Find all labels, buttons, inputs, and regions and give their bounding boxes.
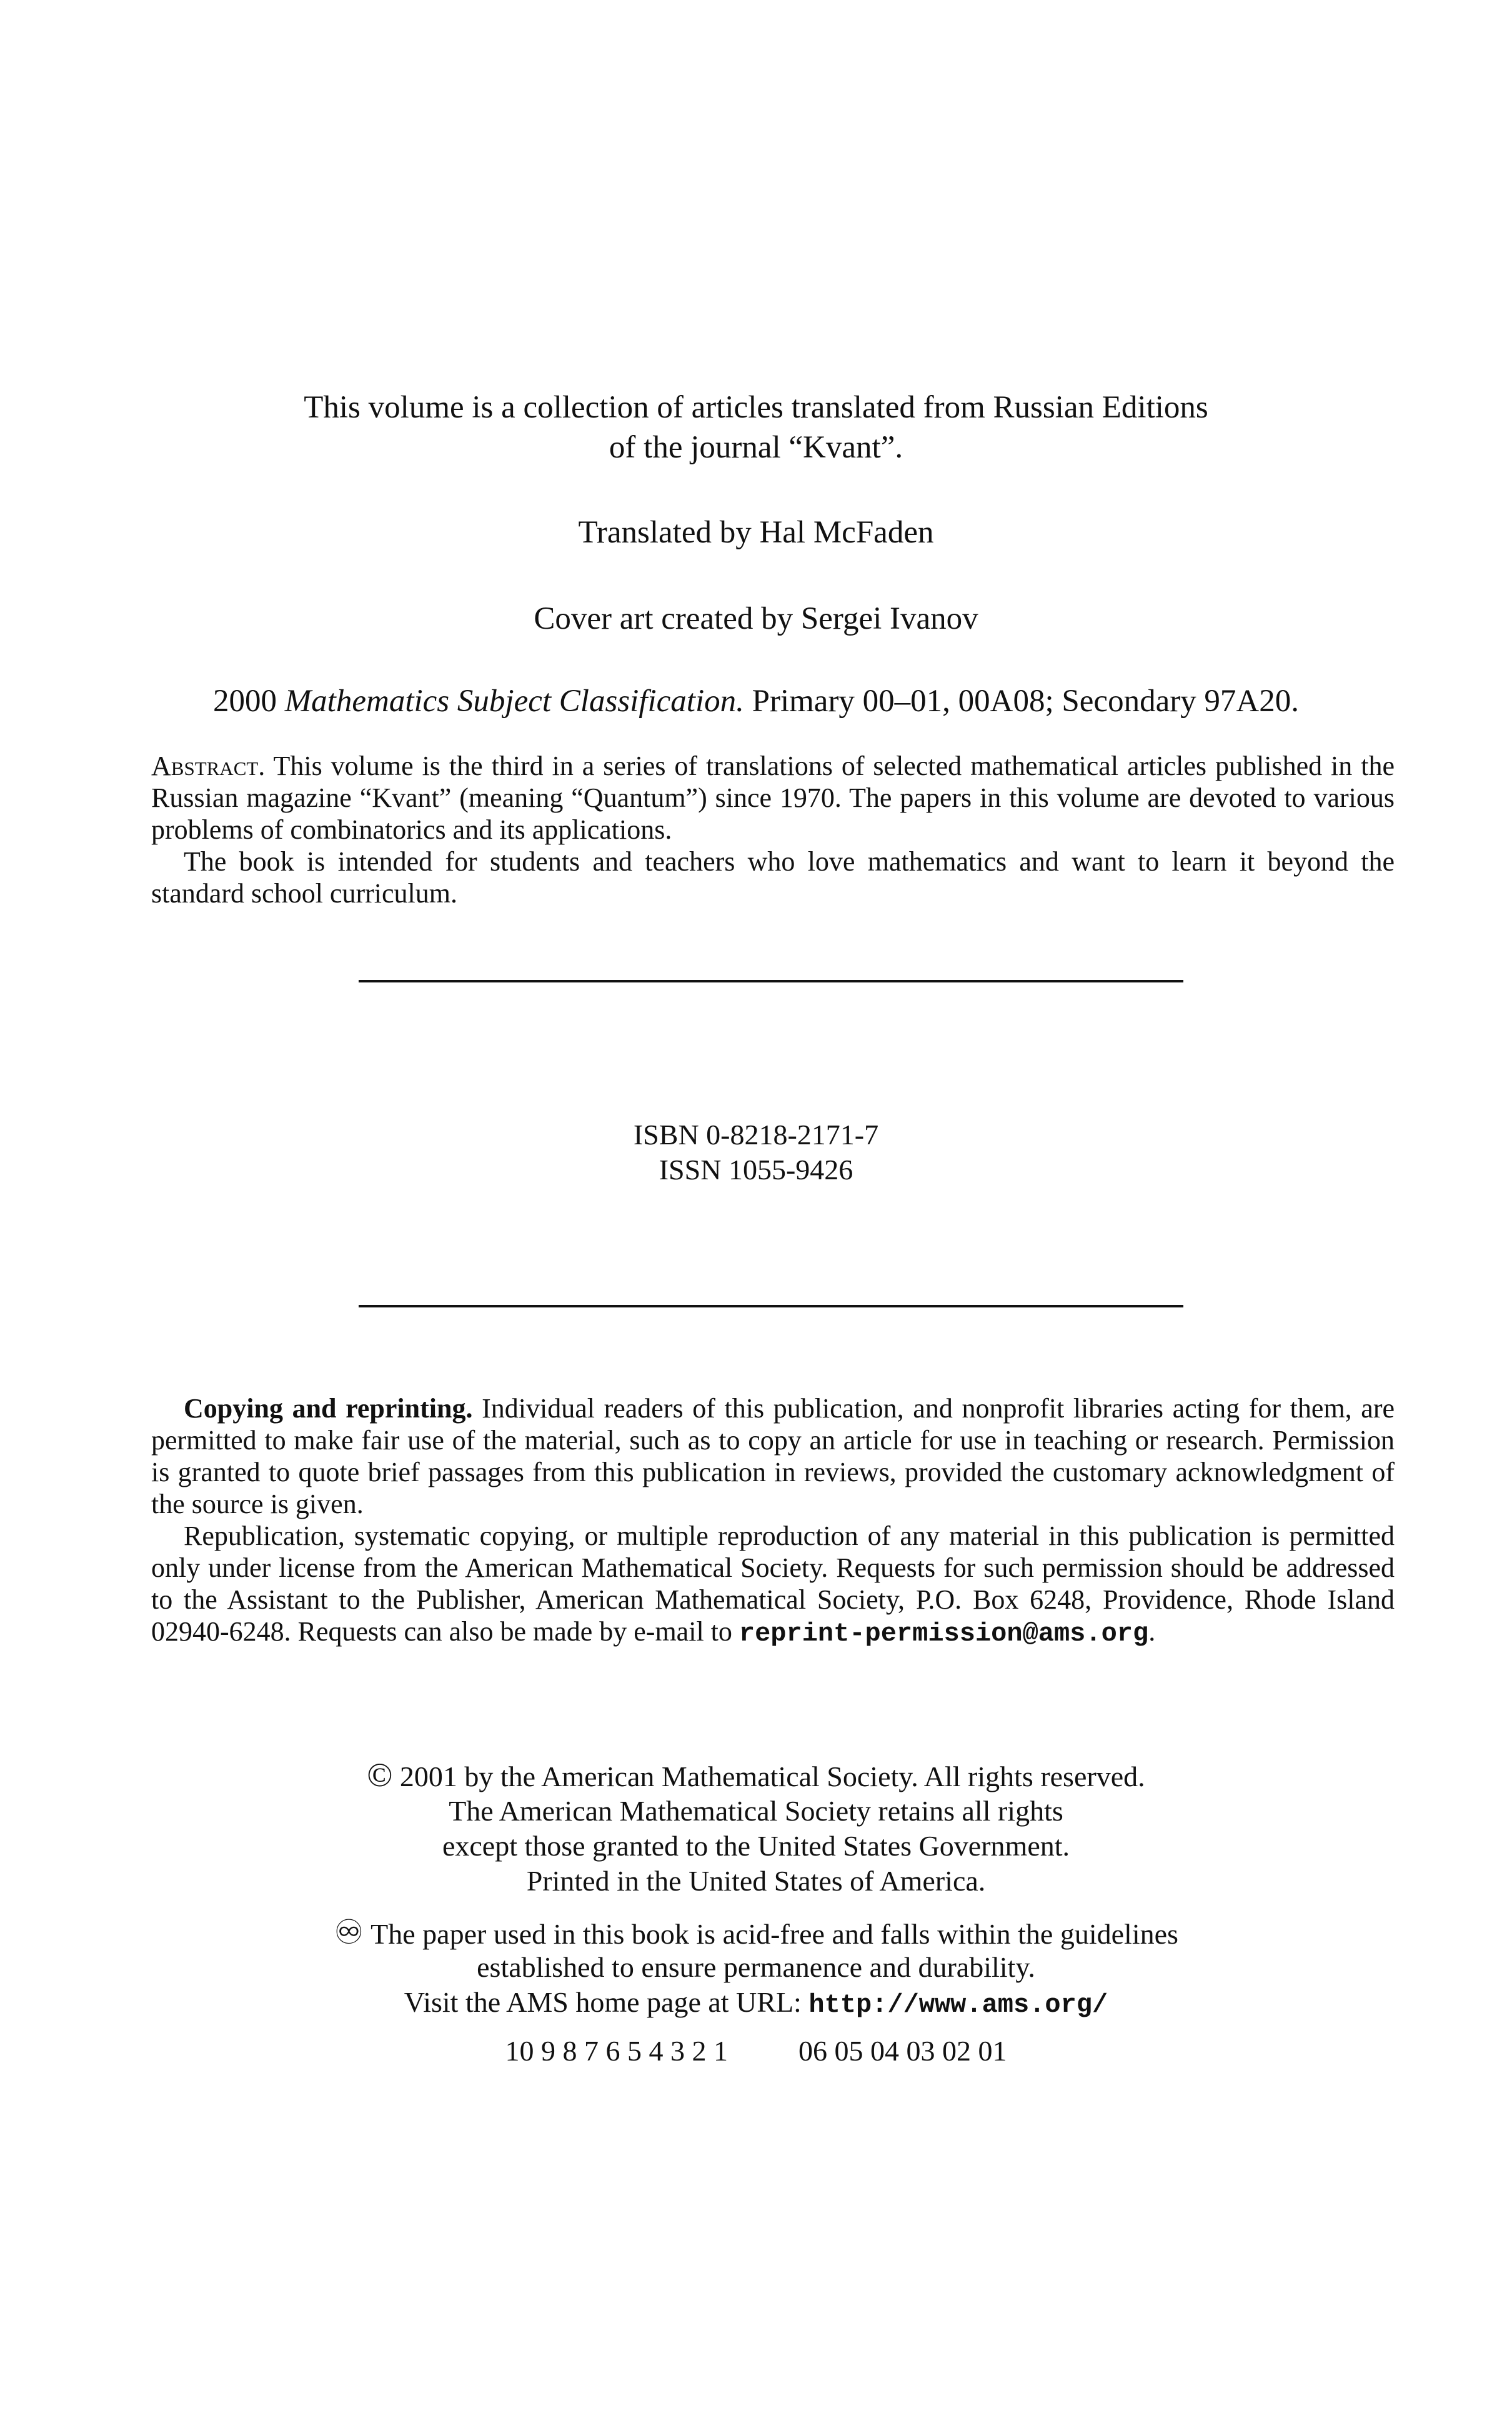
copying-heading: Copying and reprinting. [184,1393,473,1424]
subject-classification [0,681,1512,721]
issn: ISSN 1055-9426 [659,1154,853,1186]
copyright-line-3: except those granted to the United States Government. [442,1830,1070,1862]
printing-years: 06 05 04 03 02 01 [798,2035,1007,2067]
paper-line-1 [0,1915,1512,1952]
classification-label: Mathematics Subject Classification. [284,684,744,719]
cover-art-credit: Cover art created by Sergei Ivanov [534,601,978,636]
abstract [151,750,1395,909]
isbn: ISBN 0-8218-2171-7 [633,1119,879,1151]
copyright-line-2: The American Mathematical Society retains all rights [449,1795,1063,1827]
translator-credit: Translated by Hal McFaden [578,515,934,550]
ams-url-line [0,1985,1512,2022]
copyright-line-1 [0,1757,1512,1794]
paper-text: The paper used in this book is acid-free and falls within the guidelines [371,1918,1178,1950]
infinity-paper-icon: ♾ [334,1914,364,1951]
copying-para-1: Individual readers of this publication, and nonprofit libraries acting for them, are permitted to make fair use of the material, such as to copy an article for use in teaching or research. Permission is granted to quote brief passages from this publication in reviews, provided the customary acknowledgment of the source is given. [151,1393,1395,1519]
abstract-heading: Abstract. [151,751,266,781]
copying-notice [151,1392,1395,1650]
printing-numbers: 10 9 8 7 6 5 4 3 2 1 [505,2035,728,2067]
abstract-para-1: This volume is the third in a series of translations of selected mathematical articles published in the Russian magazine “Kvant” (meaning “Quantum”) since 1970. The papers in this volume are devoted to various problems of combinatorics and its applications. [151,751,1395,845]
ams-url-link[interactable]: http://www.ams.org/ [808,1990,1108,2020]
intro-line-2: of the journal “Kvant”. [609,430,903,465]
divider-top [359,980,1183,982]
copying-para-2: Republication, systematic copying, or multiple reproduction of any material in this publication is permitted only under license from the American Mathematical Society. Requests for such permission should be addressed to the Assistant to the Publisher, American Mathematical Society, P.O. Box 6248, Providence, Rhode Island 02940-6248. Requests can also be made by e-mail to [151,1521,1395,1647]
copyright-icon: © [367,1756,393,1794]
copyright-line-4: Printed in the United States of America. [526,1865,986,1897]
reprint-email[interactable]: reprint-permission@ams.org [739,1619,1149,1649]
copyright-text: 2001 by the American Mathematical Society. All rights reserved. [399,1761,1145,1792]
email-period: . [1148,1616,1156,1647]
intro-line-1: This volume is a collection of articles translated from Russian Editions [304,390,1208,425]
classification-codes: Primary 00–01, 00A08; Secondary 97A20. [752,684,1300,719]
divider-bottom [359,1305,1183,1307]
abstract-para-2: The book is intended for students and teachers who love mathematics and want to learn it beyond the standard school curriculum. [151,846,1395,909]
url-prefix: Visit the AMS home page at URL: [404,1986,802,2018]
classification-year: 2000 [212,684,277,719]
paper-line-2: established to ensure permanence and durability. [477,1951,1035,1983]
printing-line [0,2034,1512,2069]
